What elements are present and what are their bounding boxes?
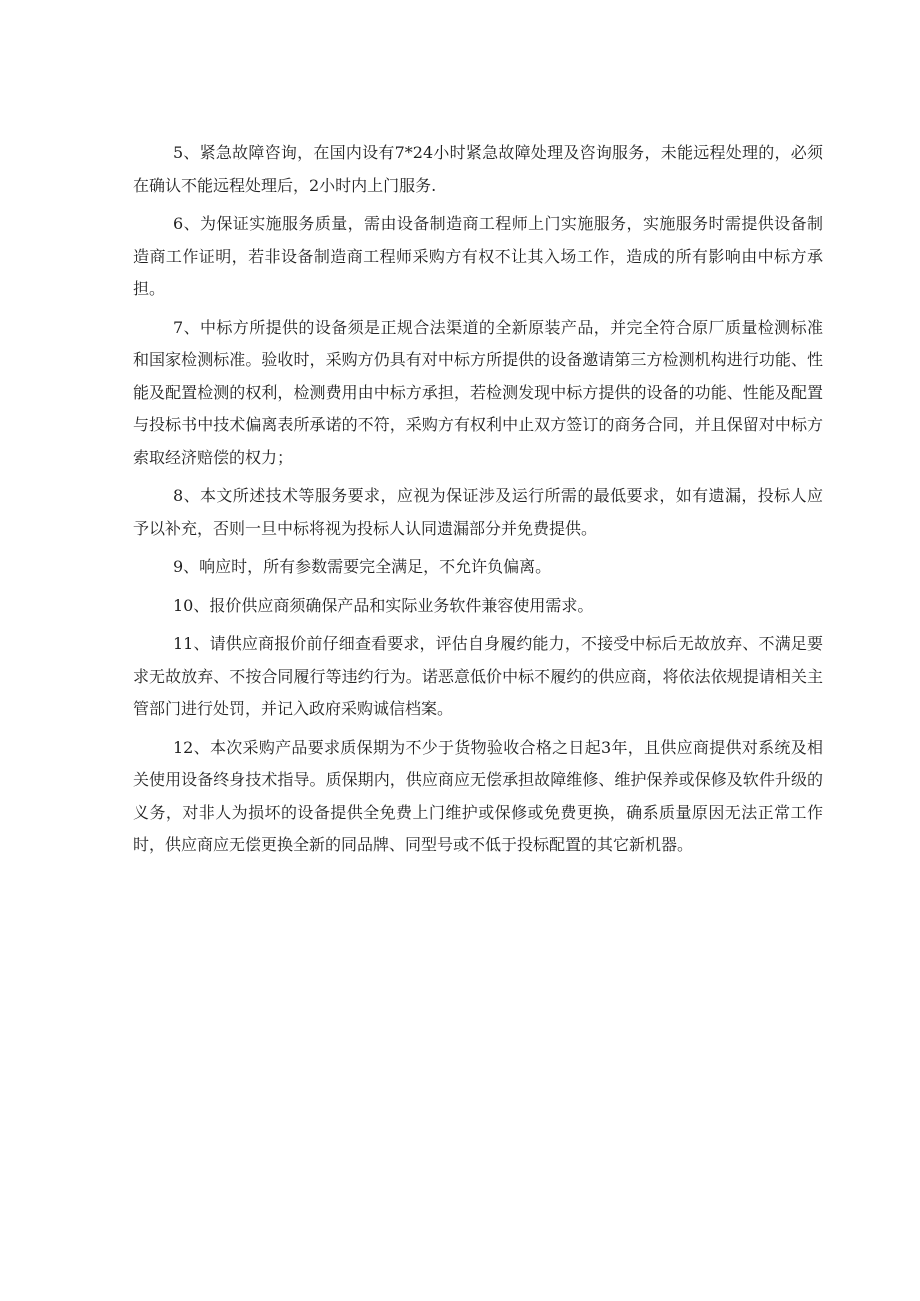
paragraph-item-7: 7、中标方所提供的设备须是正规合法渠道的全新原装产品，并完全符合原厂质量检测标准和国家检测标准。验收时，采购方仍具有对中标方所提供的设备邀请第三方检测机构进行功能、性能及配置检测的权利，检测费用由中标方承担，若检测发现中标方提供的设备的功能、性能及配置与投标书中技术偏离表所承诺的不符，采购方有权利中止双方签订的商务合同，并且保留对中标方索取经济赔偿的权力； <box>133 317 823 467</box>
paragraph-item-8: 8、本文所述技术等服务要求，应视为保证涉及运行所需的最低要求，如有遗漏，投标人应予以补充，否则一旦中标将视为投标人认同遗漏部分并免费提供。 <box>133 486 823 538</box>
paragraph-item-6: 6、为保证实施服务质量，需由设备制造商工程师上门实施服务，实施服务时需提供设备制造商工作证明，若非设备制造商工程师采购方有权不让其入场工作，造成的所有影响由中标方承担。 <box>133 214 823 298</box>
paragraph-item-10: 10、报价供应商须确保产品和实际业务软件兼容使用需求。 <box>173 595 594 615</box>
paragraph-item-9: 9、响应时，所有参数需要完全满足，不允许负偏离。 <box>173 557 552 576</box>
paragraph-item-12: 12、本次采购产品要求质保期为不少于货物验收合格之日起3年，且供应商提供对系统及相关使用设备终身技术指导。质保期内，供应商应无偿承担故障维修、维护保养或保修及软件升级的义务，对非人为损坏的设备提供全免费上门维护或保修或免费更换，确系质量原因无法正常工作时，供应商应无偿更换全新的同品牌、同型号或不低于投标配置的其它新机器。 <box>133 737 823 854</box>
document-body <box>133 137 823 868</box>
paragraph-item-5: 5、紧急故障咨询，在国内设有7*24小时紧急故障处理及咨询服务，未能远程处理的，必须在确认不能远程处理后，2小时内上门服务. <box>133 143 823 195</box>
paragraph-item-11: 11、请供应商报价前仔细查看要求，评估自身履约能力，不接受中标后无故放弃、不满足要求无故放弃、不按合同履行等违约行为。诺恶意低价中标不履约的供应商，将依法依规提请相关主管部门进行处罚，并记入政府采购诚信档案。 <box>133 634 823 718</box>
